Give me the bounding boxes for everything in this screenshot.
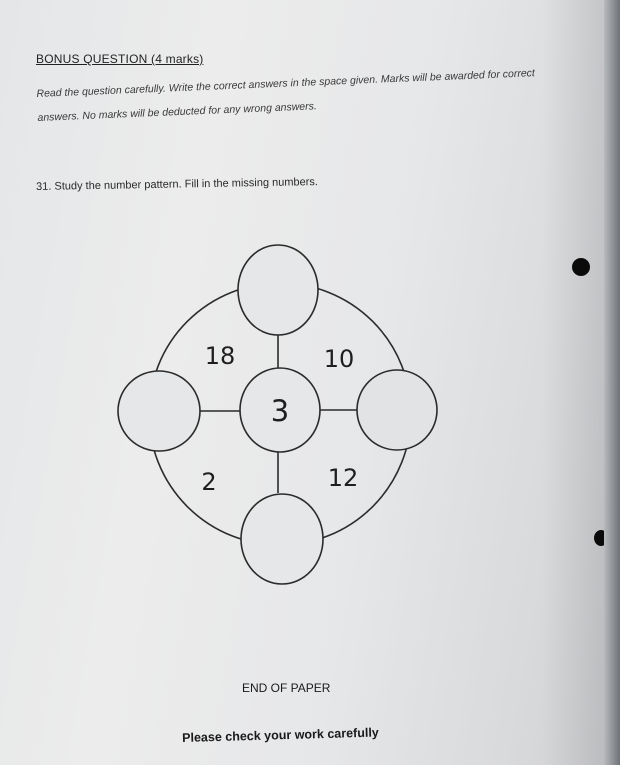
number-top-left: 18 bbox=[204, 342, 236, 370]
punch-hole-top bbox=[572, 258, 590, 276]
blank-circle-right[interactable] bbox=[357, 370, 437, 450]
end-of-paper: END OF PAPER bbox=[242, 681, 331, 695]
closing-note: Please check your work carefully bbox=[182, 725, 379, 745]
instructions-text: Read the question carefully. Write the correct answers in the space given. Marks will be awarded for correct answers. No marks will be deducted for any wrong answers. bbox=[36, 67, 536, 124]
question-text: 31. Study the number pattern. Fill in the missing numbers. bbox=[36, 176, 319, 193]
blank-circle-left[interactable] bbox=[118, 371, 200, 451]
page-edge bbox=[604, 0, 620, 765]
blank-circle-bottom[interactable] bbox=[241, 494, 323, 584]
center-number: 3 bbox=[270, 394, 290, 428]
number-top-right: 10 bbox=[323, 345, 355, 373]
number-bottom-left: 2 bbox=[201, 468, 217, 496]
blank-circle-top[interactable] bbox=[238, 245, 318, 335]
section-heading: BONUS QUESTION (4 marks) bbox=[36, 52, 204, 66]
number-bottom-right: 12 bbox=[327, 464, 359, 492]
